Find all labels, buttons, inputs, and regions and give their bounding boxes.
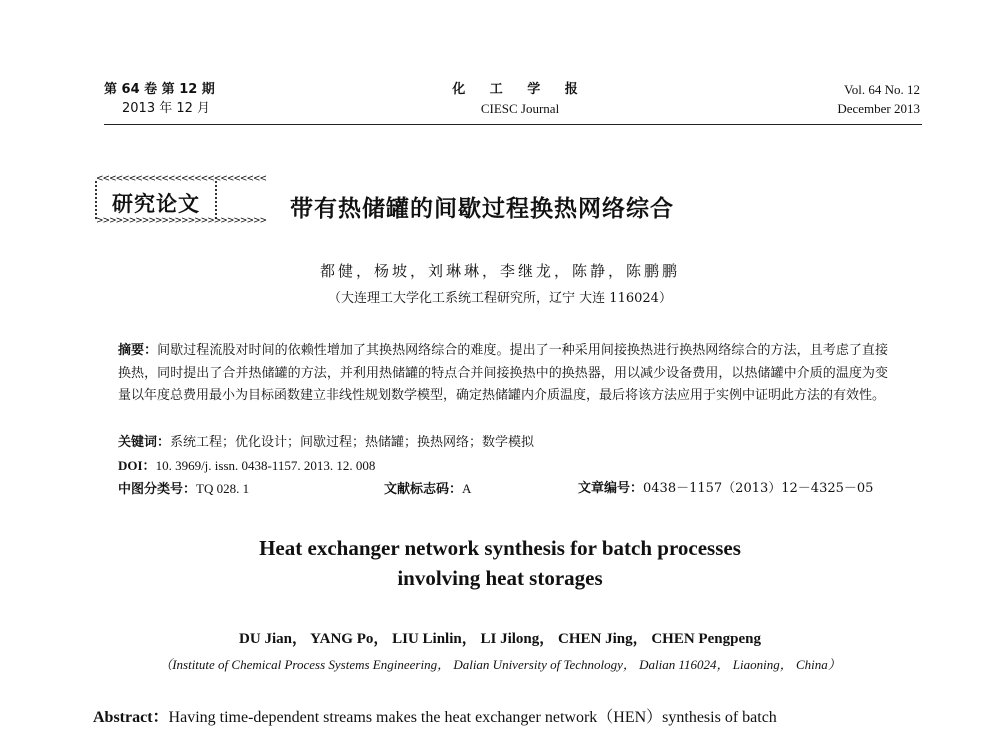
journal-name-zh: 化 工 学 报 xyxy=(452,82,588,97)
abstract-en xyxy=(93,704,777,727)
doi xyxy=(118,456,375,477)
doc-code xyxy=(384,479,471,500)
authors-zh: 都健，杨坡，刘琳琳，李继龙，陈静，陈鹏鹏 xyxy=(319,262,680,280)
header-left xyxy=(104,80,215,118)
title-en xyxy=(0,533,1000,593)
header-rule xyxy=(104,124,922,125)
title-en-line-2: involving heat storages xyxy=(397,566,603,590)
doc-code-value: A xyxy=(462,481,472,496)
header-center xyxy=(440,80,600,118)
section-badge xyxy=(93,174,267,226)
section-label: 研究论文 xyxy=(112,192,200,216)
article-number-label: 文章编号： xyxy=(578,481,644,496)
keywords xyxy=(118,433,534,453)
authors-en: DU Jian， YANG Po， LIU Linlin， LI Jilong， CHEN Jing， CHEN Pengpeng xyxy=(239,631,761,647)
abstract-en-text: Having time-dependent streams makes the heat exchanger network（HEN）synthesis of batch xyxy=(168,709,777,726)
article-number xyxy=(578,479,873,499)
affiliation-zh: （大连理工大学化工系统工程研究所，辽宁 大连 116024） xyxy=(328,291,672,306)
title-zh: 带有热储罐的间歇过程换热网络综合 xyxy=(290,196,674,222)
doc-code-label: 文献标志码： xyxy=(384,482,463,497)
abstract-zh-text: 间歇过程流股对时间的依赖性增加了其换热网络综合的难度。提出了一种采用间接换热进行换热网络综合的方法，且考虑了直接换热，同时提出了合并热储罐的方法，并利用热储罐的特点合并间接换热中的换热器，用以减少设备费用，以热储罐中介质的温度为变量以年度总费用最小为目标函数建立非线性规划数学模型，确定热储罐内介质温度，最后将该方法应用于实例中证明此方法的有效性。 xyxy=(118,343,888,403)
header-right xyxy=(837,80,920,118)
vol-no-en: Vol. 64 No. 12 xyxy=(844,82,920,97)
clc xyxy=(118,482,249,497)
clc-value: TQ 028. 1 xyxy=(196,481,250,496)
date-en: December 2013 xyxy=(837,101,920,116)
article-number-value: 0438－1157（2013）12－4325－05 xyxy=(643,481,874,496)
affiliation-en: （Institute of Chemical Process Systems Engineering， Dalian University of Technology， Dalian 116024， Liaoning， China） xyxy=(159,657,841,672)
volume-issue: 第 64 卷 第 12 期 xyxy=(104,82,215,97)
title-en-line-1: Heat exchanger network synthesis for batch processes xyxy=(259,536,741,560)
doi-label: DOI： xyxy=(118,458,156,473)
keywords-text: 系统工程；优化设计；间歇过程；热储罐；换热网络；数学模拟 xyxy=(170,435,535,450)
abstract-zh-label: 摘要： xyxy=(118,343,158,358)
classification-line xyxy=(118,479,888,500)
badge-border-top: <<<<<<<<<<<<<<<<<<<<<<<<<< xyxy=(96,174,267,184)
clc-label: 中图分类号： xyxy=(118,482,197,497)
date-zh: 2013 年 12 月 xyxy=(122,101,211,116)
journal-name-en: CIESC Journal xyxy=(480,101,560,116)
abstract-en-label: Abstract： xyxy=(93,709,169,726)
badge-border-bottom: >>>>>>>>>>>>>>>>>>>>>>>>>> xyxy=(96,216,267,226)
abstract-zh xyxy=(118,340,888,408)
doi-text: 10. 3969/j. issn. 0438-1157. 2013. 12. 008 xyxy=(155,458,376,473)
keywords-label: 关键词： xyxy=(118,435,171,450)
